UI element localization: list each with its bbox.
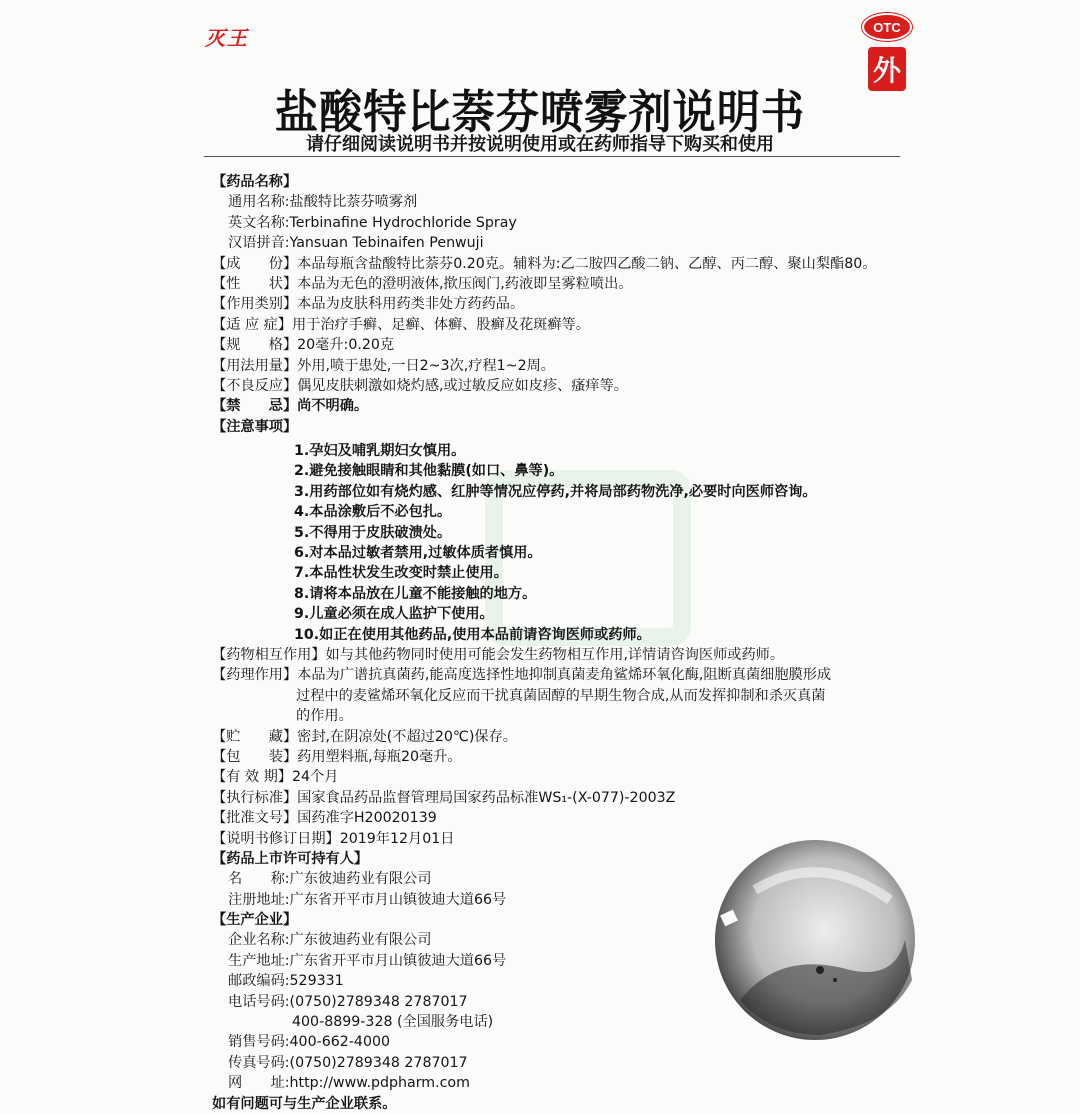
precaution-item: 1.孕妇及哺乳期妇女慎用。 bbox=[294, 443, 466, 460]
document-subtitle: 请仔细阅读说明书并按说明使用或在药师指导下购买和使用 bbox=[306, 134, 774, 155]
precaution-item: 6.对本品过敏者禁用,过敏体质者慎用。 bbox=[294, 545, 542, 562]
service-hotline: 400-8899-328 (全国服务电话) bbox=[292, 1014, 494, 1031]
precaution-item: 8.请将本品放在儿童不能接触的地方。 bbox=[294, 585, 537, 602]
contraindications-section: 【禁 忌】尚不明确。 bbox=[212, 398, 369, 415]
contact-note: 如有问题可与生产企业联系。 bbox=[212, 1095, 397, 1112]
manufacturer-address: 生产地址:广东省开平市月山镇彼迪大道66号 bbox=[228, 952, 507, 969]
validity-section: 【有 效 期】24个月 bbox=[212, 769, 339, 786]
dosage-section: 【用法用量】外用,喷于患处,一日2~3次,疗程1~2周。 bbox=[212, 357, 555, 374]
manufacturer-name: 企业名称:广东彼迪药业有限公司 bbox=[228, 932, 432, 949]
precaution-item: 5.不得用于皮肤破溃处。 bbox=[294, 524, 452, 541]
drug-name-heading: 【药品名称】 bbox=[212, 174, 298, 190]
external-use-badge: 外 bbox=[868, 47, 906, 91]
composition-section: 【成 份】本品每瓶含盐酸特比萘芬0.20克。辅料为:乙二胺四乙酸二钠、乙醇、丙二醇、聚山梨酯80。 bbox=[212, 255, 877, 272]
storage-section: 【贮 藏】密封,在阴凉处(不超过20℃)保存。 bbox=[212, 728, 517, 745]
fax-number: 传真号码:(0750)2789348 2787017 bbox=[228, 1054, 468, 1071]
brand-logo: 灭王 bbox=[205, 26, 249, 50]
precaution-item: 10.如正在使用其他药品,使用本品前请咨询医师或药师。 bbox=[294, 626, 651, 643]
holder-name: 名 称:广东彼迪药业有限公司 bbox=[228, 871, 432, 888]
postcode: 邮政编码:529331 bbox=[228, 973, 344, 990]
standard-section: 【执行标准】国家食品药品监督管理局国家药品标准WS₁-(X-077)-2003Z bbox=[212, 789, 676, 806]
holder-heading: 【药品上市许可持有人】 bbox=[212, 850, 369, 867]
holder-address: 注册地址:广东省开平市月山镇彼迪大道66号 bbox=[228, 891, 507, 908]
precaution-item: 7.本品性状发生改变时禁止使用。 bbox=[294, 565, 508, 582]
sales-number: 销售号码:400-662-4000 bbox=[228, 1034, 391, 1051]
indications-section: 【适 应 症】用于治疗手癣、足癣、体癣、股癣及花斑癣等。 bbox=[212, 316, 590, 333]
precaution-item: 9.儿童必须在成人监护下使用。 bbox=[294, 606, 494, 623]
generic-name: 通用名称:盐酸特比萘芬喷雾剂 bbox=[228, 194, 418, 211]
precaution-item: 4.本品涂敷后不必包扎。 bbox=[294, 504, 452, 521]
pharmacology-line-2: 过程中的麦鲨烯环氧化反应而干扰真菌固醇的早期生物合成,从而发挥抑制和杀灭真菌 bbox=[296, 687, 826, 704]
precaution-item: 2.避免接触眼睛和其他黏膜(如口、鼻等)。 bbox=[294, 463, 564, 480]
interactions-section: 【药物相互作用】如与其他药物同时使用可能会发生药物相互作用,详情请咨询医师或药师。 bbox=[212, 646, 785, 663]
pharmacology-line-3: 的作用。 bbox=[296, 708, 353, 725]
category-section: 【作用类别】本品为皮肤科用药类非处方药药品。 bbox=[212, 296, 525, 313]
revision-date: 【说明书修订日期】2019年12月01日 bbox=[212, 830, 455, 847]
character-section: 【性 状】本品为无色的澄明液体,揿压阀门,药液即呈雾粒喷出。 bbox=[212, 275, 633, 292]
foot-illustration bbox=[700, 830, 920, 1040]
package-section: 【包 装】药用塑料瓶,每瓶20毫升。 bbox=[212, 748, 462, 765]
adverse-reactions-section: 【不良反应】偶见皮肤刺激如烧灼感,或过敏反应如皮疹、瘙痒等。 bbox=[212, 377, 628, 394]
pharmacology-line-1: 【药理作用】本品为广谱抗真菌药,能高度选择性地抑制真菌麦角鲨烯环氧化酶,阻断真菌细胞膜形成 bbox=[212, 667, 832, 684]
english-name: 英文名称:Terbinafine Hydrochloride Spray bbox=[228, 214, 517, 231]
precaution-item: 3.用药部位如有烧灼感、红肿等情况应停药,并将局部药物洗净,必要时向医师咨询。 bbox=[294, 483, 817, 500]
document-title: 盐酸特比萘芬喷雾剂说明书 bbox=[274, 85, 806, 139]
otc-badge: OTC bbox=[862, 13, 912, 41]
phone-number: 电话号码:(0750)2789348 2787017 bbox=[228, 993, 468, 1010]
website: 网 址:http://www.pdpharm.com bbox=[228, 1075, 470, 1092]
pinyin-name: 汉语拼音:Yansuan Tebinaifen Penwuji bbox=[228, 235, 484, 252]
precautions-heading: 【注意事项】 bbox=[212, 418, 298, 435]
specification-section: 【规 格】20毫升:0.20克 bbox=[212, 337, 395, 354]
approval-number: 【批准文号】国药准字H20020139 bbox=[212, 810, 437, 827]
manufacturer-heading: 【生产企业】 bbox=[212, 912, 298, 929]
header-divider bbox=[204, 156, 900, 157]
